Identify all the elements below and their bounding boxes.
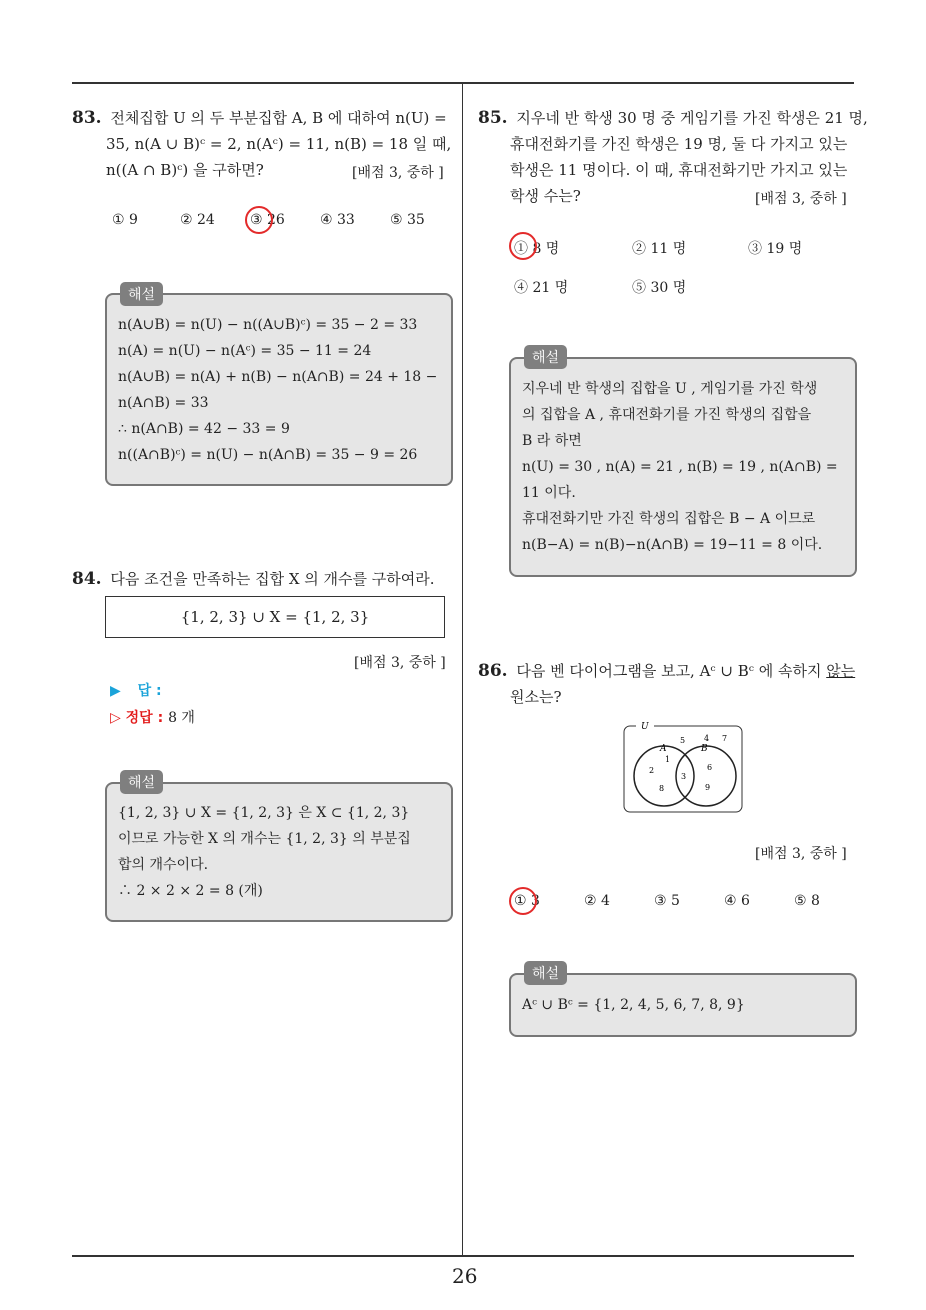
q85-solution-tag: 해설: [524, 345, 567, 369]
q85-line-2: 휴대전화기를 가진 학생은 19 명, 둘 다 가지고 있는: [510, 135, 848, 153]
q85-solution-line: n(U) = 30 , n(A) = 21 , n(B) = 19 , n(A∩B) =: [522, 459, 838, 475]
venn-set-b-label: B: [701, 744, 708, 754]
q83-choice-4[interactable]: ④ 33: [320, 212, 355, 228]
q86-choice-1[interactable]: ① 3: [514, 893, 540, 909]
q83-choice-5[interactable]: ⑤ 35: [390, 212, 425, 228]
venn-element: 9: [705, 783, 711, 792]
q84-solution-line: ∴ 2 × 2 × 2 = 8 (개): [118, 883, 263, 899]
q83-line-1: [72, 107, 447, 129]
q86-choice-2[interactable]: ② 4: [584, 893, 610, 909]
q85-meta: [배점 3, 중하 ]: [755, 191, 847, 207]
q85-answer-mark: [509, 232, 537, 260]
q83-number: 83.: [72, 108, 102, 128]
venn-element: 4: [704, 734, 710, 743]
q86-meta: [배점 3, 중하 ]: [755, 846, 847, 862]
q85-solution-line: B 라 하면: [522, 433, 582, 449]
q84-solution-line: 합의 개수이다.: [118, 857, 209, 873]
q83-meta: [배점 3, 중하 ]: [352, 165, 444, 181]
venn-element: 8: [659, 784, 665, 793]
play-arrow-icon: ▶: [110, 683, 121, 699]
q83-solution-tag: 해설: [120, 282, 163, 306]
q84-solution-line: 이므로 가능한 X 의 개수는 {1, 2, 3} 의 부분집: [118, 831, 411, 847]
q84-condition-box: {1, 2, 3} ∪ X = {1, 2, 3}: [105, 596, 445, 638]
q85-choice-4[interactable]: ④ 21 명: [514, 280, 569, 296]
q85-choice-3[interactable]: ③ 19 명: [748, 241, 803, 257]
q83-solution-line: ∴ n(A∩B) = 42 − 33 = 9: [118, 421, 290, 437]
q84-number: 84.: [72, 569, 102, 589]
q84-solution-tag: 해설: [120, 770, 163, 794]
q83-text-1: 전체집합 U 의 두 부분집합 A, B 에 대하여 n(U) =: [110, 109, 447, 127]
q86-underlined-word: 않는: [826, 662, 856, 680]
q83-choice-2[interactable]: ② 24: [180, 212, 215, 228]
q86-choice-3[interactable]: ③ 5: [654, 893, 680, 909]
outline-arrow-icon: ▷: [110, 710, 121, 726]
q84-solution-line: {1, 2, 3} ∪ X = {1, 2, 3} 은 X ⊂ {1, 2, 3}: [118, 805, 410, 821]
q85-solution-line: n(B−A) = n(B)−n(A∩B) = 19−11 = 8 이다.: [522, 537, 823, 553]
venn-element: 7: [722, 734, 728, 743]
q85-text-1: 지우네 반 학생 30 명 중 게임기를 가진 학생은 21 명,: [516, 109, 868, 127]
q83-solution-line: n((A∩B)ᶜ) = n(U) − n(A∩B) = 35 − 9 = 26: [118, 447, 418, 463]
q83-solution-line: n(A∪B) = n(A) + n(B) − n(A∩B) = 24 + 18 −: [118, 369, 438, 385]
q86-answer-mark: [509, 887, 537, 915]
q86-text-1: 다음 벤 다이어그램을 보고, Aᶜ ∪ Bᶜ 에 속하지: [516, 662, 827, 680]
q85-line-3: 학생은 11 명이다. 이 때, 휴대전화기만 가지고 있는: [510, 161, 848, 179]
q84-line-1: [72, 568, 435, 590]
venn-element: 1: [665, 755, 671, 764]
q84-correct-label: 정답 :: [125, 710, 164, 726]
q86-number: 86.: [478, 661, 508, 681]
q84-correct-row: [110, 707, 195, 727]
q84-correct-value: 8 개: [168, 710, 195, 726]
venn-universe-label: U: [641, 722, 649, 732]
q83-solution-line: n(A∩B) = 33: [118, 395, 209, 411]
q85-number: 85.: [478, 108, 508, 128]
venn-set-a-label: A: [660, 744, 667, 754]
q85-choice-1[interactable]: ① 8 명: [514, 241, 560, 257]
q83-solution-line: n(A∪B) = n(U) − n((A∪B)ᶜ) = 35 − 2 = 33: [118, 317, 418, 333]
q86-line-1: [478, 660, 855, 682]
q85-solution-line: 지우네 반 학생의 집합을 U , 게임기를 가진 학생: [522, 381, 818, 397]
q83-choice-3[interactable]: ③ 26: [250, 212, 285, 228]
venn-element: 5: [680, 736, 686, 745]
venn-diagram: [622, 720, 744, 816]
q83-answer-mark: [245, 206, 273, 234]
q83-choice-1[interactable]: ① 9: [112, 212, 138, 228]
column-divider: [462, 84, 463, 1256]
q84-text: 다음 조건을 만족하는 집합 X 의 개수를 구하여라.: [110, 570, 435, 588]
q86-solution-line: Aᶜ ∪ Bᶜ = {1, 2, 4, 5, 6, 7, 8, 9}: [522, 997, 745, 1013]
q83-solution-line: n(A) = n(U) − n(Aᶜ) = 35 − 11 = 24: [118, 343, 372, 359]
q85-solution-line: 휴대전화기만 가진 학생의 집합은 B − A 이므로: [522, 511, 816, 527]
q86-choice-5[interactable]: ⑤ 8: [794, 893, 820, 909]
venn-element: 2: [649, 766, 655, 775]
q84-answer-row: [110, 680, 162, 700]
venn-element: 6: [707, 763, 713, 772]
q85-choice-5[interactable]: ⑤ 30 명: [632, 280, 687, 296]
q84-answer-label: 답 :: [137, 683, 162, 699]
q85-line-1: [478, 107, 868, 129]
q85-solution-line: 의 집합을 A , 휴대전화기를 가진 학생의 집합을: [522, 407, 812, 423]
q83-line-2: 35, n(A ∪ B)ᶜ = 2, n(Aᶜ) = 11, n(B) = 18 일 때,: [106, 135, 452, 153]
bottom-rule: [72, 1255, 854, 1257]
top-rule: [72, 82, 854, 84]
q86-solution-tag: 해설: [524, 961, 567, 985]
q84-meta: [배점 3, 중하 ]: [354, 655, 446, 671]
q85-choice-2[interactable]: ② 11 명: [632, 241, 687, 257]
q85-solution-line: 11 이다.: [522, 485, 576, 501]
page-number: 26: [452, 1264, 478, 1288]
q85-line-4: 학생 수는?: [510, 187, 581, 205]
venn-element: 3: [681, 772, 687, 781]
q83-line-3: n((A ∩ B)ᶜ) 을 구하면?: [106, 161, 264, 179]
q86-line-2: 원소는?: [510, 688, 562, 706]
q86-choice-4[interactable]: ④ 6: [724, 893, 750, 909]
